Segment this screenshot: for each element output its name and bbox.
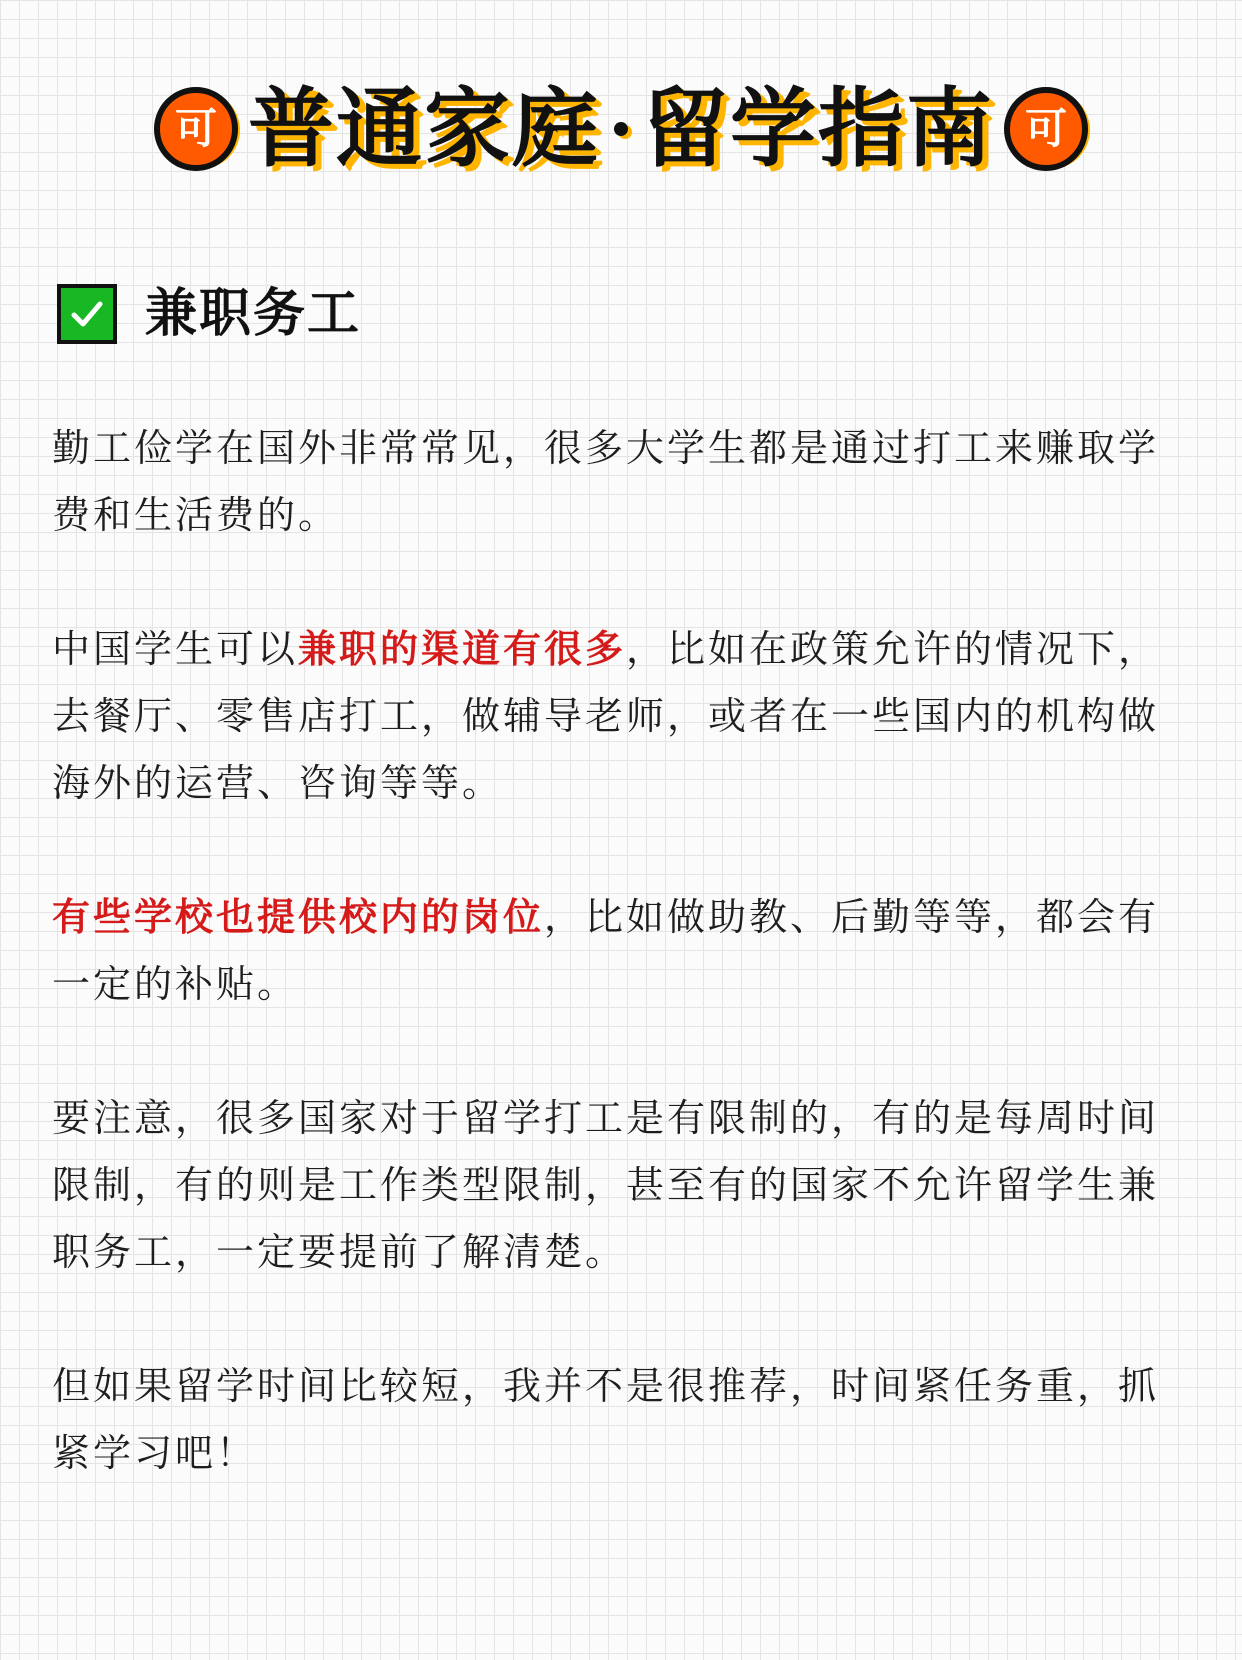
badge-right-text: 可 — [1024, 104, 1067, 153]
badge-left-text: 可 — [174, 104, 217, 153]
badge-right-icon — [1004, 87, 1088, 171]
paragraph-3-highlight: 有些学校也提供校内的岗位 — [52, 895, 545, 939]
paragraph-3-text-after: ，比如做助教、后勤等等，都会有一定的补贴。 — [52, 895, 1160, 1006]
title-separator-dot — [614, 122, 628, 136]
section-heading — [57, 284, 361, 344]
paragraph-3 — [52, 884, 1192, 1018]
section-heading-text: 兼职务工 — [145, 284, 362, 344]
paragraph-2-text-after: ，比如在政策允许的情况下，去餐厅、零售店打工，做辅导老师，或者在一些国内的机构做海外的运营、咨询等等。 — [52, 627, 1160, 805]
article-body — [52, 415, 1192, 1487]
paragraph-2 — [52, 616, 1192, 817]
paragraph-2-highlight: 兼职的渠道有很多 — [298, 627, 627, 671]
page-title — [248, 79, 994, 179]
badge-left-icon — [154, 87, 238, 171]
check-box-icon — [57, 284, 117, 344]
paragraph-4: 要注意，很多国家对于留学打工是有限制的，有的是每周时间限制，有的则是工作类型限制，甚至有的国家不允许留学生兼职务工，一定要提前了解清楚。 — [52, 1096, 1160, 1274]
page-header — [0, 74, 1242, 184]
title-part-1: 普通家庭 — [248, 79, 600, 179]
paragraph-5: 但如果留学时间比较短，我并不是很推荐，时间紧任务重，抓紧学习吧！ — [52, 1364, 1160, 1475]
paragraph-1: 勤工俭学在国外非常常见，很多大学生都是通过打工来赚取学费和生活费的。 — [52, 426, 1160, 537]
title-part-2: 留学指南 — [642, 79, 994, 179]
paragraph-2-text-before: 中国学生可以 — [52, 627, 299, 671]
